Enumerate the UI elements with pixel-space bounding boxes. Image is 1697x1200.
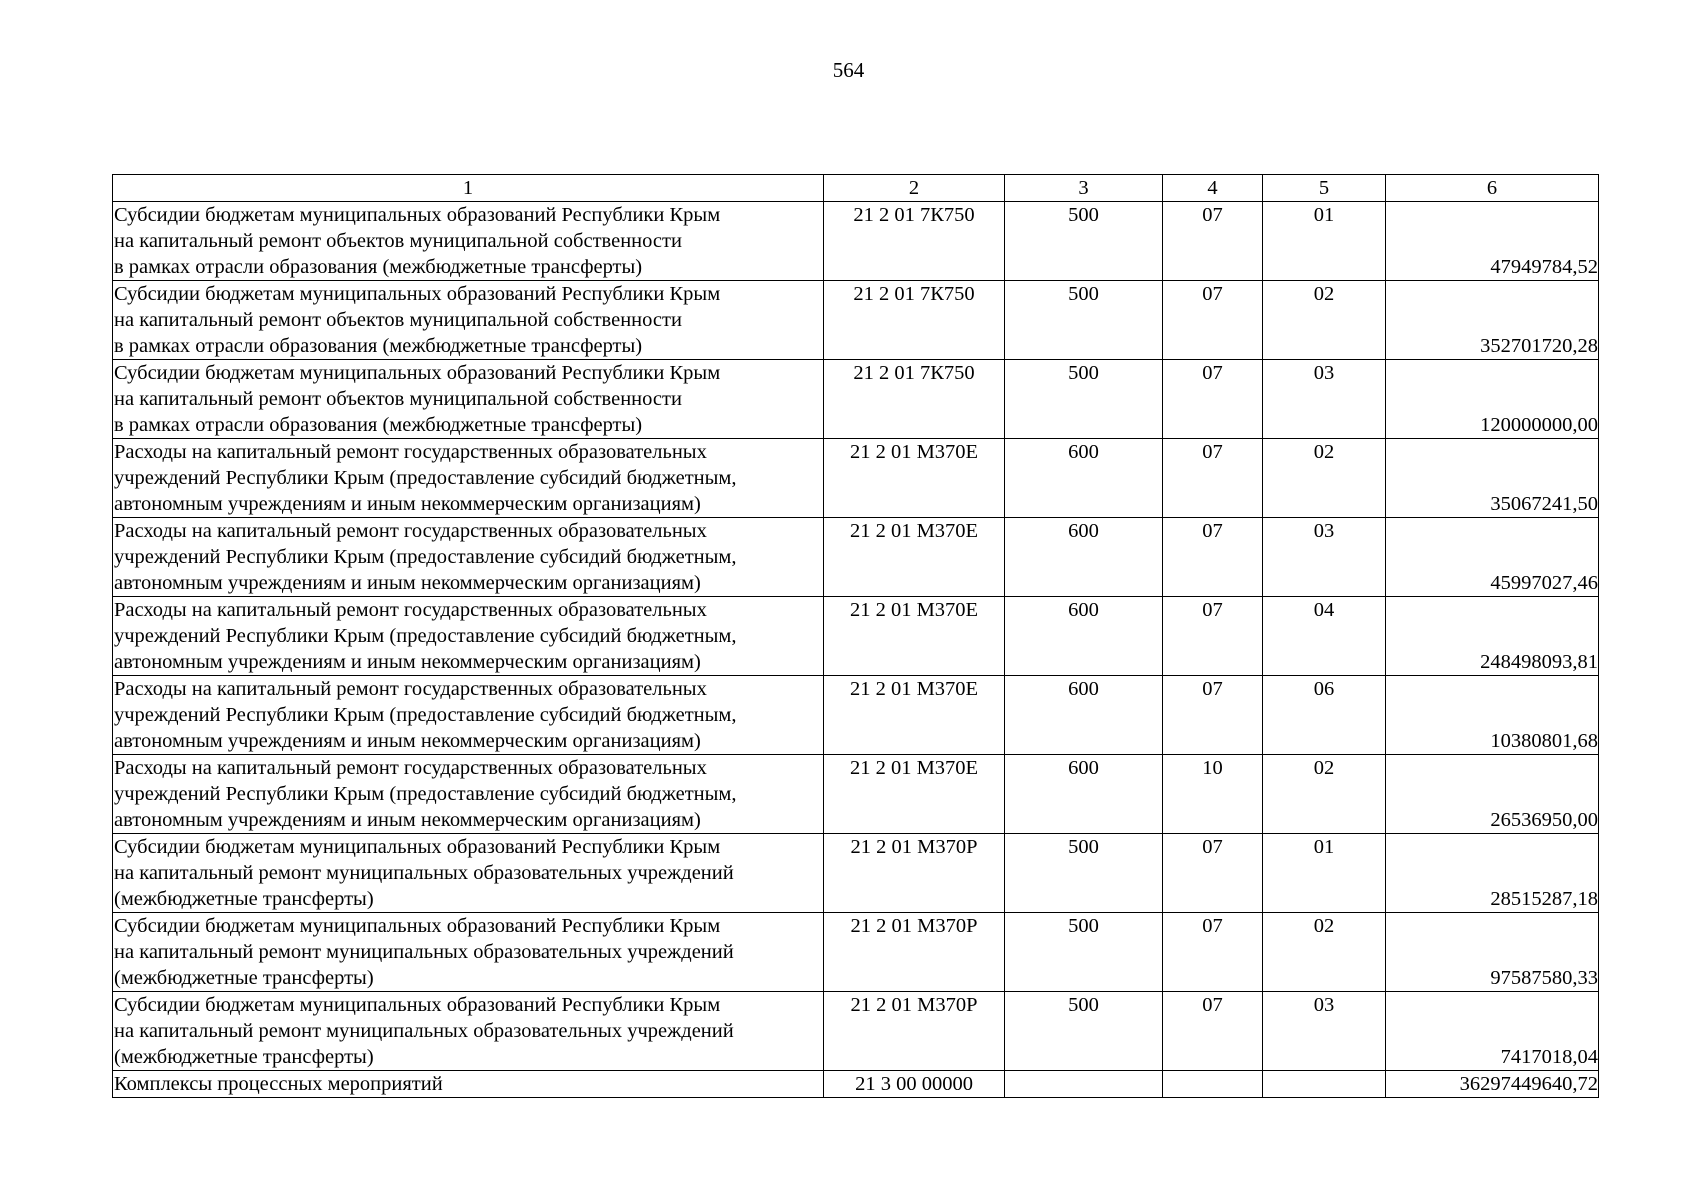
- table-row: [113, 281, 1599, 360]
- row-subsection: 01: [1263, 834, 1386, 913]
- table-row: [113, 439, 1599, 518]
- row-description: Расходы на капитальный ремонт государственных образовательных учреждений Республики Крым (предоставление субсидий бюджетным, автономным учреждениям и иным некоммерческим организациям): [113, 439, 824, 518]
- row-target-article: 21 2 01 7К750: [824, 281, 1005, 360]
- row-target-article: 21 2 01 М370Е: [824, 755, 1005, 834]
- row-subsection: 01: [1263, 202, 1386, 281]
- row-expense-type: 600: [1005, 518, 1163, 597]
- row-subsection: 02: [1263, 281, 1386, 360]
- row-subsection: 06: [1263, 676, 1386, 755]
- row-expense-type: 600: [1005, 755, 1163, 834]
- row-subsection: 04: [1263, 597, 1386, 676]
- row-target-article: 21 2 01 М370Е: [824, 518, 1005, 597]
- row-description: Субсидии бюджетам муниципальных образований Республики Крым на капитальный ремонт объектов муниципальной собственности в рамках отрасли образования (межбюджетные трансферты): [113, 202, 824, 281]
- row-subsection: 02: [1263, 439, 1386, 518]
- row-amount: 47949784,52: [1386, 202, 1599, 281]
- row-subsection: 03: [1263, 360, 1386, 439]
- row-target-article: 21 2 01 М370Е: [824, 439, 1005, 518]
- row-description: Расходы на капитальный ремонт государственных образовательных учреждений Республики Крым (предоставление субсидий бюджетным, автономным учреждениям и иным некоммерческим организациям): [113, 755, 824, 834]
- row-target-article: 21 2 01 М370Р: [824, 834, 1005, 913]
- row-description: Расходы на капитальный ремонт государственных образовательных учреждений Республики Крым (предоставление субсидий бюджетным, автономным учреждениям и иным некоммерческим организациям): [113, 676, 824, 755]
- row-description: Комплексы процессных мероприятий: [113, 1071, 824, 1098]
- table-row: [113, 992, 1599, 1071]
- row-target-article: 21 3 00 00000: [824, 1071, 1005, 1098]
- row-expense-type: 500: [1005, 281, 1163, 360]
- row-subsection: [1263, 1071, 1386, 1098]
- table-row-total: [113, 1071, 1599, 1098]
- table-row: [113, 834, 1599, 913]
- row-amount: 7417018,04: [1386, 992, 1599, 1071]
- column-header-4: 4: [1163, 175, 1263, 202]
- row-amount: 248498093,81: [1386, 597, 1599, 676]
- column-header-5: 5: [1263, 175, 1386, 202]
- row-expense-type: 600: [1005, 439, 1163, 518]
- row-description: Субсидии бюджетам муниципальных образований Республики Крым на капитальный ремонт муниципальных образовательных учреждений (межбюджетные трансферты): [113, 913, 824, 992]
- table-row: [113, 360, 1599, 439]
- table-header-row: [113, 175, 1599, 202]
- table-row: [113, 755, 1599, 834]
- row-target-article: 21 2 01 7К750: [824, 360, 1005, 439]
- row-target-article: 21 2 01 М370Р: [824, 992, 1005, 1071]
- row-description: Расходы на капитальный ремонт государственных образовательных учреждений Республики Крым (предоставление субсидий бюджетным, автономным учреждениям и иным некоммерческим организациям): [113, 597, 824, 676]
- row-section: 07: [1163, 834, 1263, 913]
- row-section: 07: [1163, 281, 1263, 360]
- row-target-article: 21 2 01 М370Е: [824, 597, 1005, 676]
- row-expense-type: 500: [1005, 360, 1163, 439]
- row-amount: 28515287,18: [1386, 834, 1599, 913]
- row-description: Субсидии бюджетам муниципальных образований Республики Крым на капитальный ремонт объектов муниципальной собственности в рамках отрасли образования (межбюджетные трансферты): [113, 360, 824, 439]
- table-row: [113, 518, 1599, 597]
- row-subsection: 02: [1263, 913, 1386, 992]
- row-section: 07: [1163, 676, 1263, 755]
- row-amount: 120000000,00: [1386, 360, 1599, 439]
- row-expense-type: 600: [1005, 597, 1163, 676]
- row-target-article: 21 2 01 М370Е: [824, 676, 1005, 755]
- column-header-2: 2: [824, 175, 1005, 202]
- table-row: [113, 913, 1599, 992]
- row-section: 07: [1163, 360, 1263, 439]
- row-amount: 45997027,46: [1386, 518, 1599, 597]
- row-amount: 352701720,28: [1386, 281, 1599, 360]
- row-target-article: 21 2 01 7К750: [824, 202, 1005, 281]
- row-description: Субсидии бюджетам муниципальных образований Республики Крым на капитальный ремонт объектов муниципальной собственности в рамках отрасли образования (межбюджетные трансферты): [113, 281, 824, 360]
- row-expense-type: [1005, 1071, 1163, 1098]
- row-amount: 10380801,68: [1386, 676, 1599, 755]
- column-header-3: 3: [1005, 175, 1163, 202]
- row-expense-type: 500: [1005, 913, 1163, 992]
- row-description: Субсидии бюджетам муниципальных образований Республики Крым на капитальный ремонт муниципальных образовательных учреждений (межбюджетные трансферты): [113, 992, 824, 1071]
- row-expense-type: 500: [1005, 834, 1163, 913]
- table-row: [113, 202, 1599, 281]
- row-section: 07: [1163, 992, 1263, 1071]
- table-row: [113, 676, 1599, 755]
- row-expense-type: 600: [1005, 676, 1163, 755]
- row-amount: 97587580,33: [1386, 913, 1599, 992]
- row-subsection: 02: [1263, 755, 1386, 834]
- row-section: 07: [1163, 518, 1263, 597]
- row-section: 07: [1163, 913, 1263, 992]
- row-subsection: 03: [1263, 518, 1386, 597]
- table-row: [113, 597, 1599, 676]
- row-section: 07: [1163, 439, 1263, 518]
- row-section: 07: [1163, 202, 1263, 281]
- row-target-article: 21 2 01 М370Р: [824, 913, 1005, 992]
- row-expense-type: 500: [1005, 992, 1163, 1071]
- row-section: [1163, 1071, 1263, 1098]
- row-description: Субсидии бюджетам муниципальных образований Республики Крым на капитальный ремонт муниципальных образовательных учреждений (межбюджетные трансферты): [113, 834, 824, 913]
- page-number: 564: [832, 58, 865, 82]
- row-amount: 35067241,50: [1386, 439, 1599, 518]
- row-section: 10: [1163, 755, 1263, 834]
- row-amount: 36297449640,72: [1386, 1071, 1599, 1098]
- row-expense-type: 500: [1005, 202, 1163, 281]
- row-amount: 26536950,00: [1386, 755, 1599, 834]
- column-header-1: 1: [113, 175, 824, 202]
- column-header-6: 6: [1386, 175, 1599, 202]
- row-section: 07: [1163, 597, 1263, 676]
- row-subsection: 03: [1263, 992, 1386, 1071]
- row-description: Расходы на капитальный ремонт государственных образовательных учреждений Республики Крым (предоставление субсидий бюджетным, автономным учреждениям и иным некоммерческим организациям): [113, 518, 824, 597]
- budget-table: [112, 174, 1599, 1098]
